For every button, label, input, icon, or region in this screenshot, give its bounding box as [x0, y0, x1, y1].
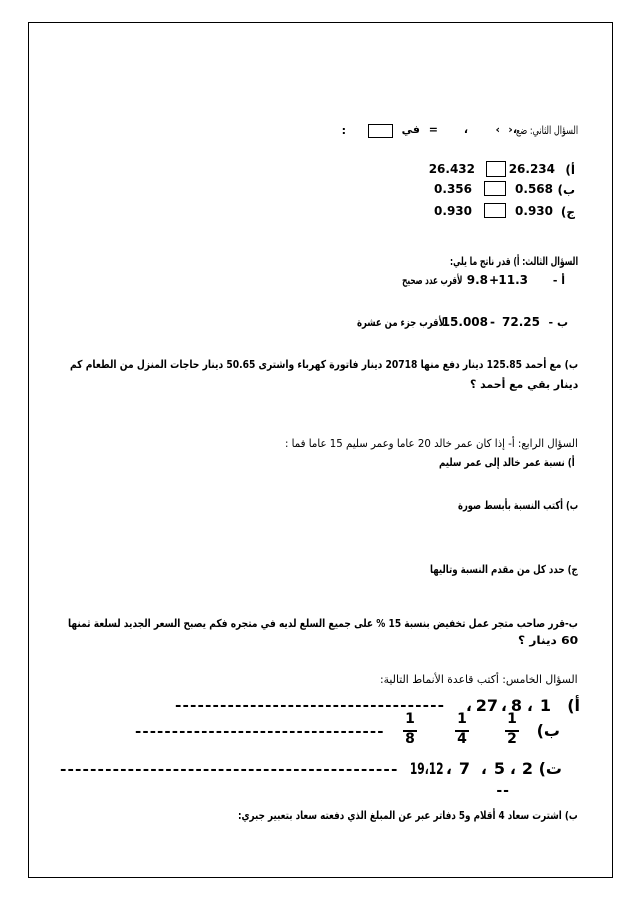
q5-c-term-4: 19،12: [410, 759, 444, 778]
q5-a-term-2: 8: [510, 696, 522, 715]
q5-c-separator: ،: [480, 759, 487, 778]
q3-a-number-1: 11.3: [498, 273, 528, 287]
fraction-numerator: 1: [405, 711, 415, 727]
q4-part-b: ب) أكتب النسبة بأبسط صورة: [457, 499, 578, 512]
q4-discount-line-2: 60 دينار ؟: [517, 634, 578, 647]
fraction-denominator: 4: [457, 730, 467, 747]
q5-c-separator: ،: [509, 759, 516, 778]
q3-b-number-2: 15.008: [441, 315, 488, 329]
q5-c-answer-blank: ---------------------------------------------: [59, 762, 398, 778]
q4-title: السؤال الرابع: أ- إذا كان عمر خالد 20 عاما وعمر سليم 15 عاما فما :: [285, 437, 578, 450]
q5-algebra-question: ب) اشترت سعاد 4 أقلام و5 دفاتر عبر عن المبلغ الذي دفعته سعاد بتعبير جبري:: [238, 809, 578, 822]
q2-in-word: في: [401, 123, 420, 136]
q4-discount-line-1: ب-قرر صاحب متجر عمل تخفيض بنسبة 15 % على جميع السلع لديه في متجره فكم يصبح السعر الجديد لسلعة ثمنها: [68, 617, 578, 630]
q2-row-c-left-number: 0.930: [515, 204, 553, 218]
q5-c-label: ت): [538, 759, 562, 778]
q2-row-c-compare-box: [484, 203, 506, 218]
q2-row-b-label: ب): [557, 183, 575, 197]
q5-b-fraction-2: [451, 711, 473, 747]
q3-a-number-2: 9.8: [466, 273, 488, 287]
q2-row-b-right-number: 0.356: [434, 182, 472, 196]
q2-symbol-equal: =: [428, 123, 438, 136]
q5-c-answer-tail: --: [496, 783, 510, 799]
fraction-numerator: 1: [507, 711, 517, 727]
q2-row-c-right-number: 0.930: [434, 204, 472, 218]
q3-b-number-1: 72.25: [502, 315, 540, 329]
fraction-denominator: 8: [405, 730, 415, 747]
q2-row-c-label: ج): [560, 205, 575, 219]
q2-row-b-compare-box: [484, 181, 506, 196]
q2-row-a-right-number: 26.432: [428, 162, 475, 176]
q5-a-separator: ،: [465, 696, 472, 715]
q2-colon: :: [341, 124, 346, 137]
q5-c-term-2: 5: [493, 759, 505, 778]
q5-a-term-3: 27: [475, 696, 498, 715]
q2-row-a-label: أ): [565, 163, 575, 177]
q2-row-a-left-number: 26.234: [508, 162, 555, 176]
q2-row-b-left-number: 0.568: [515, 182, 553, 196]
q3-a-label: أ -: [552, 274, 565, 287]
q3-word-problem-line-2: دينار بقي مع أحمد ؟: [469, 378, 578, 391]
q5-b-fraction-3: [399, 711, 421, 747]
q2-symbol-comma: ،: [463, 123, 468, 136]
q5-a-label: أ): [567, 696, 580, 715]
q3-b-instruction: لأقرب جزء من عشرة: [357, 316, 445, 329]
q5-a-separator: ،: [526, 696, 533, 715]
q3-b-label: ب -: [548, 316, 568, 329]
q5-a-answer-blank: ------------------------------------: [174, 698, 445, 714]
q2-row-a-compare-box: [486, 161, 506, 177]
q5-c-term-3: 7: [458, 759, 470, 778]
q4-part-c: ج) حدد كل من مقدم النسبة وتاليها: [430, 563, 578, 576]
q3-word-problem-line-1: ب) مع أحمد 125.85 دينار دفع منها 20718 دينار فاتورة كهرباء واشترى 50.65 دينار حاجات المنزل من الطعام كم: [69, 358, 578, 371]
q5-a-separator: ،: [500, 696, 507, 715]
q2-symbol-greater: ›،: [508, 123, 517, 136]
q3-b-operator: -: [490, 315, 495, 329]
q5-c-term-1: 2: [521, 759, 533, 778]
q4-part-a: أ) نسبة عمر خالد إلى عمر سليم: [439, 456, 575, 469]
q5-a-term-1: 1: [539, 696, 551, 715]
q2-title: السؤال الثاني: ضع: [515, 124, 578, 137]
q2-title-box: [368, 124, 393, 138]
q2-symbol-less: ‹: [495, 123, 500, 136]
q5-b-label: ب): [536, 721, 560, 740]
fraction-numerator: 1: [457, 711, 467, 727]
q5-b-fraction-1: [501, 711, 523, 747]
q5-title: السؤال الخامس: أكتب قاعدة الأنماط التالية:: [380, 673, 578, 686]
q3-title: السؤال الثالث: أ) قدر ناتج ما يلي:: [449, 255, 578, 268]
q5-b-answer-blank: ----------------------------------: [135, 724, 385, 740]
q3-a-operator: +: [488, 273, 499, 287]
fraction-denominator: 2: [507, 730, 517, 747]
q5-c-separator: ،: [445, 759, 452, 778]
q3-a-instruction: لأقرب عدد صحيح: [401, 274, 462, 287]
